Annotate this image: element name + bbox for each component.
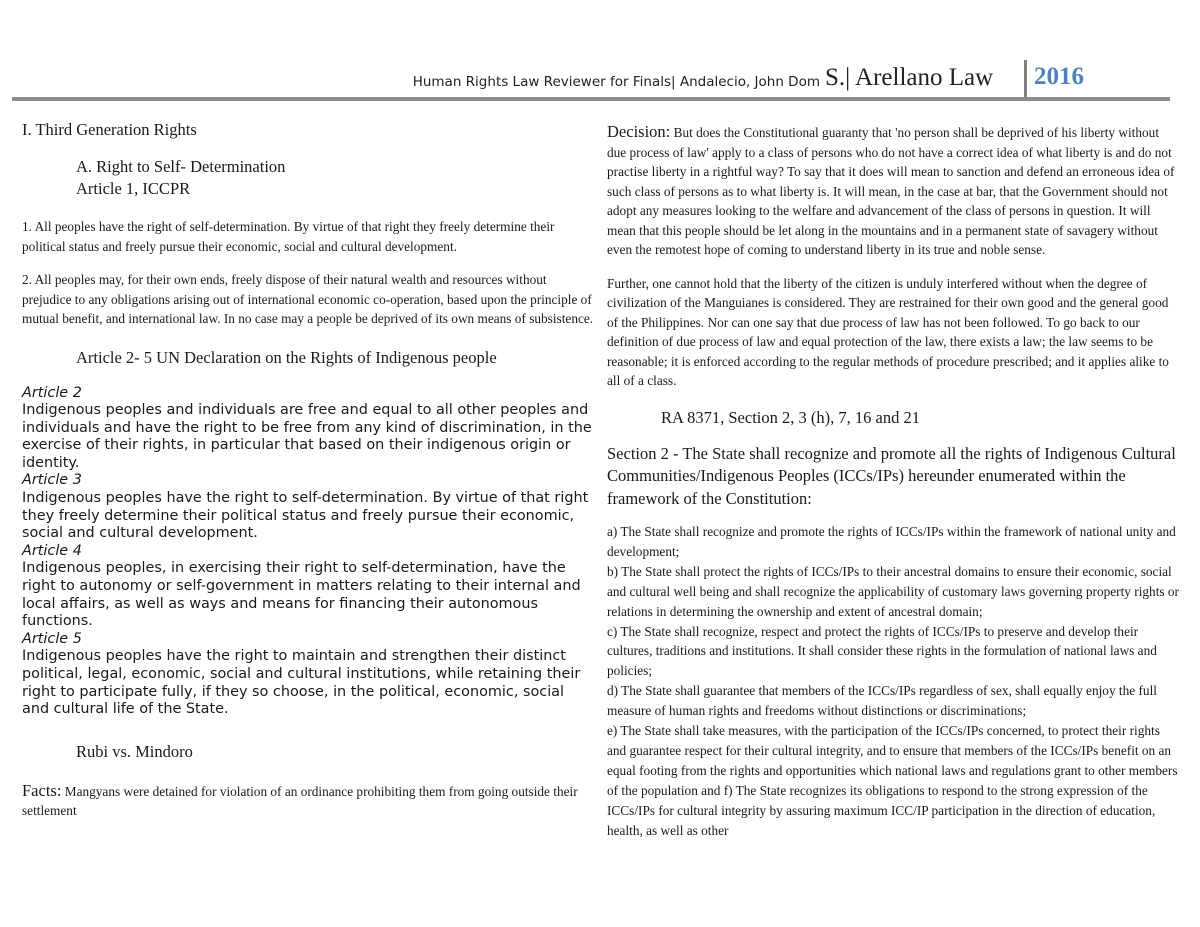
article-text: Indigenous peoples have the right to maintain and strengthen their distinct political, legal, economic, social and cultural institutions, while retaining their right to participate fully, if they so choose, in the political, economic, social and cultural life of the State. [22,648,581,718]
list-item: b) The State shall protect the rights of ICCs/IPs to their ancestral domains to ensure their economic, social and cultural well being and shall recognize the applicability of customary laws governing property rights or relations in determining the ownership and extent of ancestral domain; [607,563,1179,619]
list-item: d) The State shall guarantee that members of the ICCs/IPs regardless of sex, shall equally enjoy the full measure of human rights and freedoms without distinctions or discriminations; [607,683,1157,719]
right-column [607,120,1179,841]
list-item: e) The State shall take measures, with the participation of the ICCs/IPs concerned, to protect their rights and guarantee respect for their cultural integrity, and to ensure that members of the ICCs/IPs benefit on an equal footing from the rights and opportunities which national laws and regulations grant to other members of the population and f) The State recognizes its obligations to respond to the strong expression of the ICCs/IPs for cultural integrity by assuring maximum ICC/IP participation in the direction of education, health, as well as other [607,723,1178,838]
undrip-title: Article 2- 5 UN Declaration on the Rights of Indigenous people [76,347,497,367]
decision-paragraph [607,122,1179,260]
article-text: Indigenous peoples have the right to self-determination. By virtue of that right they freely determine their political status and freely pursue their economic, social and cultural development. [22,490,589,542]
list-item: a) The State shall recognize and promote the rights of ICCs/IPs within the framework of national unity and development; [607,524,1176,559]
header-year-divider [1024,60,1027,100]
section2-paragraph: Section 2 - The State shall recognize and promote all the rights of Indigenous Cultural Communities/Indigenous Peoples (ICCs/IPs) hereunder enumerated within the framework of the Constitution: [607,443,1176,508]
article-text: Indigenous peoples and individuals are free and equal to all other peoples and individuals and have the right to be free from any kind of discrimination, in the exercise of their rights, in particular that based on their indigenous origin or identity. [22,402,592,471]
facts-text: Mangyans were detained for violation of an ordinance prohibiting them from going outside their settlement [22,783,578,819]
article-text: Indigenous peoples, in exercising their right to self-determination, have the right to autonomy or self-government in matters relating to their internal and local affairs, as well as ways and means for financing their autonomous functions. [22,560,581,630]
list-item: c) The State shall recognize, respect and protect the rights of ICCs/IPs to preserve and develop their cultures, traditions and institutions. It shall consider these rights in the formulation of national laws and policies; [607,623,1157,679]
article-label: Article 4 [22,542,82,559]
article-label: Article 2 [22,384,82,401]
facts-label: Facts: [22,780,62,800]
header-year: 2016 [1034,63,1084,90]
subsection-title: A. Right to Self- Determination [76,157,286,176]
header-rule [12,97,1170,101]
article-label: Article 3 [22,472,82,489]
section2-list [607,522,1179,841]
header-course-title: Human Rights Law Reviewer for Finals| Andalecio, John Dom [412,74,820,90]
header-author: S.| Arellano Law [825,64,994,91]
further-paragraph: Further, one cannot hold that the liberty of the citizen is unduly interfered without when the degree of civilization of the Manguianes is considered. They are restrained for their own good and the general good of the Philippines. Nor can one say that due process of law has not been followed. To go back to our definition of due process of law and equal protection of the law, there exists a law; the law seems to be reasonable; it is enforced according to the regular methods of procedure prescribed; and it applies alike to all of a class. [607,275,1169,388]
article-label: Article 5 [22,630,82,647]
decision-text: But does the Constitutional guaranty that 'no person shall be deprived of his liberty without due process of law' apply to a class of persons who do not have a correct idea of what liberty is and do not practise liberty in a rightful way? To say that it does will mean to sanction and defend an erroneous idea of such class of persons as to what liberty is. It will mean, in the case at bar, that the Government should not adopt any measures looking to the welfare and advancement of the class of persons in question. It will mean that this people should be let along in the mountains and in a permanent state of savagery without even the remotest hope of coming to understand liberty in its true and noble sense. [607,125,1175,257]
article1-title: Article 1, ICCPR [76,179,191,198]
page-header [0,60,1200,102]
section-title: I. Third Generation Rights [22,120,197,139]
left-column [22,120,594,835]
case-title: Rubi vs. Mindoro [76,741,193,761]
ra-title: RA 8371, Section 2, 3 (h), 7, 16 and 21 [661,407,920,427]
facts-paragraph [22,781,594,821]
iccpr-paragraph-1: 1. All peoples have the right of self-determination. By virtue of that right they freely determine their political status and freely pursue their economic, social and cultural development. [22,219,555,254]
undrip-articles [22,385,594,719]
iccpr-paragraph-2: 2. All peoples may, for their own ends, freely dispose of their natural wealth and resources without prejudice to any obligations arising out of international economic co-operation, based upon the principle of mutual benefit, and international law. In no case may a people be deprived of its own means of subsistence. [22,272,594,326]
decision-label: Decision: [607,122,671,141]
